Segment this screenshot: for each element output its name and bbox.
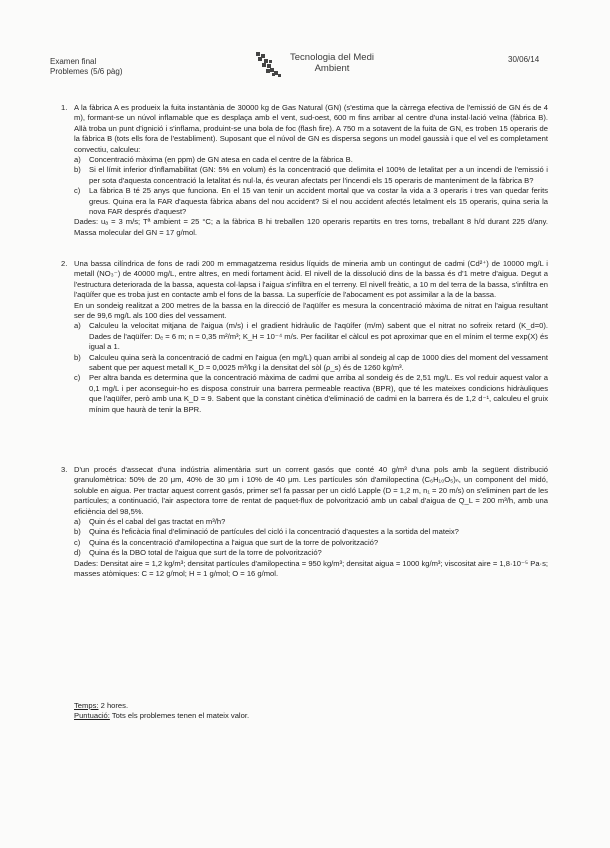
question-letter: b): [74, 527, 81, 537]
question-item: [74, 373, 548, 415]
question-text: Si el límit inferior d'inflamabilitat (GN: 5% en volum) és la concentració que delimita el 100% de letalitat per a un incendi de l'emissió i per sota d'aquesta concentració la letalitat és nul·la, és veuran afectats per l'incendi els 15 operaris de manteniment de la fàbrica B?: [89, 165, 548, 185]
exam-footer: [74, 701, 249, 722]
question-letter: a): [74, 155, 81, 165]
question-text: Quina és l'eficàcia final d'eliminació de partícules del cicló i la concentració d'aquestes a la sortida del mateix?: [89, 527, 459, 537]
problem-data: Dades: uₐ = 3 m/s; Tª ambient = 25 °C; a la fàbrica B hi treballen 120 operaris repartits en tres torns, treballant 8 h/d durant 225 d/any. Massa molecular del GN = 17 g/mol.: [74, 217, 548, 237]
time-info: [74, 701, 249, 711]
score-info: [74, 711, 249, 721]
question-letter: a): [74, 321, 81, 331]
score-label: Puntuació:: [74, 711, 110, 721]
question-item: [74, 321, 548, 352]
problem-statement: A la fàbrica A es produeix la fuita instantània de 30000 kg de Gas Natural (GN) (s'estima que la càrrega efectiva de l'emissió de GN és de 4 m), formant-se un núvol inflamable que es desplaça amb el vent, sud-oest, 600 m fins arribar al centre d'una instal·lació veïna (fàbrica B). Allà troba un punt d'ignició i s'inflama, produint-se una bola de foc (flash fire). A 750 m a sotavent de la fuita de GN, es troben 15 operaris de la fàbrica B (tots ells fora de l'establiment). Suposant que el núvol de GN es dispersa segons un model gaussià i que el vel es completament convectiu, calculeu:: [74, 103, 548, 154]
problem-questions: [74, 517, 548, 559]
question-text: Quina és la concentració d'amilopectina a l'aigua que surt de la torre de polvorització?: [89, 537, 379, 547]
question-item: [74, 353, 548, 374]
problem-number: 3.: [61, 465, 68, 474]
question-text: Calculeu quina serà la concentració de cadmi en l'aigua (en mg/L) quan arribi al sondeig al cap de 1000 dies del moment del vessament sabent que per aquest metall K_D = 0,0025 m³/kg i la densitat del sòl (ρ_s) és de 1260 kg/m³.: [89, 352, 548, 373]
question-item: [74, 155, 548, 165]
question-letter: c): [74, 186, 81, 196]
question-text: La fàbrica B té 25 anys que funciona. En el 15 van tenir un accident mortal que va costar la vida a 3 operaris i tres van quedar ferits greus. Quina era la FAR d'aquesta fàbrica abans del nou accident? Si el nou accident afectés letalment els 15 operaris, quina seria la nova FAR després d'aquest?: [89, 186, 548, 217]
exam-subtitle: Problemes (5/6 pàg): [50, 67, 123, 76]
question-item: [74, 538, 548, 548]
question-text: Quin és el cabal del gas tractat en m³/h?: [89, 517, 226, 527]
question-text: Quina és la DBO total de l'aigua que surt de la torre de polvorització?: [89, 548, 322, 558]
question-item: [74, 186, 548, 217]
problem-number: 2.: [61, 259, 68, 268]
problem-data: Dades: Densitat aire = 1,2 kg/m³; densitat partícules d'amilopectina = 950 kg/m³; densitat aigua = 1000 kg/m³; viscositat aire = 1,8·10⁻⁵ Pa·s; masses atòmiques: C = 12 g/mol; H = 1 g/mol; O = 16 g/mol.: [74, 558, 548, 579]
time-value: 2 hores.: [100, 701, 129, 710]
problem-questions: [74, 155, 548, 217]
question-letter: a): [74, 517, 81, 527]
question-item: [74, 527, 548, 537]
university-logo-icon: [254, 50, 290, 78]
exam-date: 30/06/14: [508, 55, 540, 64]
problem-3: [61, 465, 548, 579]
question-letter: c): [74, 373, 81, 383]
question-text: Concentració màxima (en ppm) de GN atesa en cada el centre de la fàbrica B.: [89, 155, 353, 165]
problem-number: 1.: [61, 103, 68, 112]
problem-questions: [74, 321, 548, 415]
question-letter: d): [74, 548, 81, 558]
question-item: [74, 548, 548, 558]
question-text: Calculeu la velocitat mitjana de l'aigua (m/s) i el gradient hidràulic de l'aqüífer (m/m) sabent que el nitrat no sofreix retard (K_d=0). Dades de l'aqüífer: Dₑ = 6 m; n = 0,35 m²/m³; K_H = 10⁻⁴ m/s. Per facilitar el càlcul es pot aproximar que en el mínim el terme exp(X) és igual a 1.: [89, 321, 548, 352]
exam-title: Examen final: [50, 57, 97, 66]
question-letter: b): [74, 352, 81, 362]
question-letter: b): [74, 165, 81, 175]
question-letter: c): [74, 537, 81, 547]
brand-line-2: Ambient: [314, 63, 350, 74]
question-item: [74, 517, 548, 527]
problem-lead: En un sondeig realitzat a 200 metres de la bassa en la direcció de l'aqüífer es mesura la concentració màxima de nitrat en l'aigua resultant ser de 99,6 mg/L als 100 dies del vessament.: [74, 300, 548, 321]
problem-1: [61, 103, 548, 238]
brand-line-1: Tecnologia del Medi: [290, 52, 374, 63]
problem-2: [61, 259, 548, 415]
question-text: Per altra banda es determina que la concentració màxima de cadmi que arriba al sondeig és de 2,51 mg/L. Es vol reduir aquest valor a 0,1 mg/L i per aconseguir-ho es disposa construir una barrera permeable reactiva (BPR), que té les mateixes condicions hidràuliques que l'aqüífer, però amb una K_D = 9. Sabent que la constant cinètica d'eliminació de cadmi en la barrera és de 1,2 d⁻¹, calculeu el gruix mínim que haurà de tenir la BPR.: [89, 373, 548, 414]
score-value: Tots els problemes tenen el mateix valor.: [111, 711, 250, 721]
problem-statement: Una bassa cilíndrica de fons de radi 200 m emmagatzema residus líquids de mineria amb un contingut de cadmi (Cd²⁺) de 10000 mg/L i metall (NO₃⁻) de 40000 mg/L, entre altres, en medi fortament àcid. El nivell de la dissolució dins de la bassa és d'1 metre d'aigua. Degut a l'estructura deteriorada de la bassa, aquesta col·lapsa i l'aigua s'infiltra en el terreny. El nivell freàtic, a 10 m del terra de la bassa, s'infiltra en l'aqüífer que es troba just en contacte amb el fons de la bassa. La superfície de l'abocament es pot assimilar a la de la bassa.: [74, 259, 548, 300]
department-brand: [290, 52, 374, 74]
problem-statement: D'un procés d'assecat d'una indústria alimentària surt un corrent gasós que conté 40 g/m³ d'una pols amb la següent distribució granulomètrica: 50% de 20 μm, 40% de 30 μm i 10% de 40 μm. Les partícules són d'amilopectina (C₆H₁₀O₅)ₙ, un component del midó, soluble en aigua. Per tractar aquest corrent gasós, primer se'l fa passar per un cicló Lapple (D = 1,2 m, n₁ = 20 m/s) on s'eliminen part de les partícules; a continuació, l'air aspectora torre de rentat de paquet-flux de polvorització amb un cabal d'aigua de Q_L = 200 m³/h, amb una eficiència del 98,5%.: [74, 465, 548, 516]
time-label: Temps:: [74, 701, 99, 710]
exam-heading: [50, 57, 122, 77]
question-item: [74, 165, 548, 186]
